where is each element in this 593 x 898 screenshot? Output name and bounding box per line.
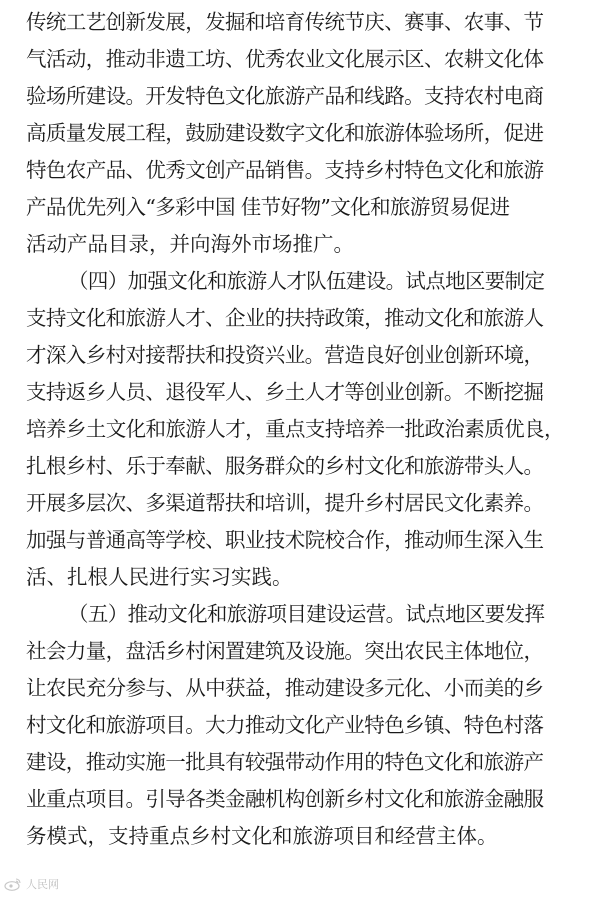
text-line: 活、扎根人民进行实习实践。: [26, 565, 293, 589]
text-line: 高质量发展工程，鼓励建设数字文化和旅游体验场所，促进: [26, 121, 544, 145]
text-line: 传统工艺创新发展，发掘和培育传统节庆、赛事、农事、节: [26, 10, 544, 34]
text-line: 气活动，推动非遗工坊、优秀农业文化展示区、农耕文化体: [26, 47, 544, 71]
text-line: 支持返乡人员、退役军人、乡土人才等创业创新。不断挖掘: [26, 380, 544, 404]
text-line: 让农民充分参与、从中获益，推动建设多元化、小而美的乡: [26, 676, 544, 700]
weibo-logo-icon: [4, 877, 22, 891]
text-line: 支持文化和旅游人才、企业的扶持政策，推动文化和旅游人: [26, 306, 544, 330]
text-line: 业重点项目。引导各类金融机构创新乡村文化和旅游金融服: [26, 787, 544, 811]
text-line: 才深入乡村对接帮扶和投资兴业。营造良好创业创新环境，: [26, 343, 544, 367]
text-line: 社会力量，盘活乡村闲置建筑及设施。突出农民主体地位，: [26, 639, 544, 663]
text-line: 建设，推动实施一批具有较强带动作用的特色文化和旅游产: [26, 750, 544, 774]
text-line: 村文化和旅游项目。大力推动文化产业特色乡镇、特色村落: [26, 713, 544, 737]
text-line: 培养乡土文化和旅游人才，重点支持培养一批政治素质优良，: [26, 417, 564, 441]
text-line: （四）加强文化和旅游人才队伍建设。试点地区要制定: [68, 269, 545, 293]
text-line: （五）推动文化和旅游项目建设运营。试点地区要发挥: [68, 602, 545, 626]
watermark: [4, 874, 59, 894]
watermark-text: 人民网: [26, 878, 59, 891]
text-line: 务模式，支持重点乡村文化和旅游项目和经营主体。: [26, 824, 498, 848]
text-line: 开展多层次、多渠道帮扶和培训，提升乡村居民文化素养。: [26, 491, 544, 515]
text-line: 扎根乡村、乐于奉献、服务群众的乡村文化和旅游带头人。: [26, 454, 544, 478]
text-line: 特色农产品、优秀文创产品销售。支持乡村特色文化和旅游: [26, 158, 544, 182]
text-line: 加强与普通高等学校、职业技术院校合作，推动师生深入生: [26, 528, 544, 552]
text-line: 活动产品目录，并向海外市场推广。: [26, 232, 354, 256]
text-line: 验场所建设。开发特色文化旅游产品和线路。支持农村电商: [26, 84, 544, 108]
text-line: 产品优先列入“多彩中国 佳节好物”文化和旅游贸易促进: [26, 195, 510, 219]
